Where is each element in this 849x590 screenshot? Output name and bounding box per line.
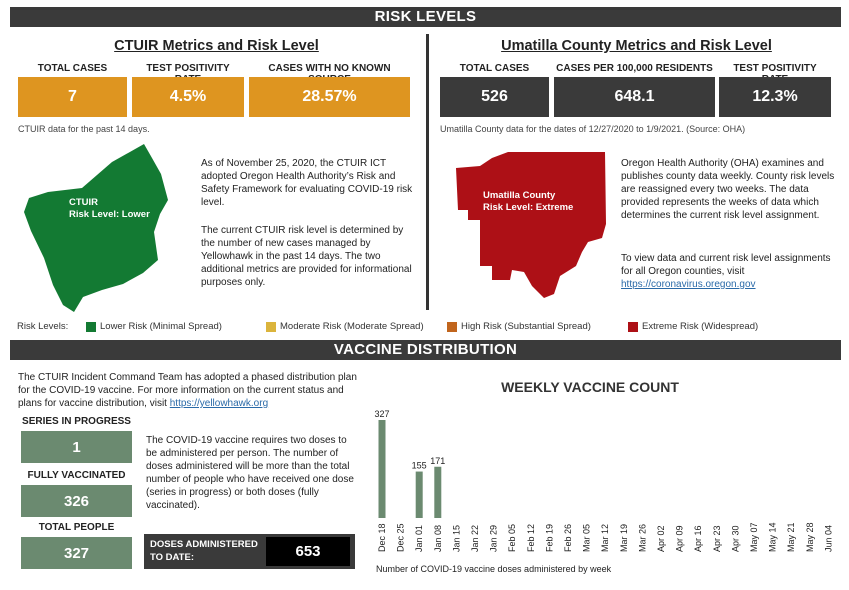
umatilla-total-cases-label: TOTAL CASES xyxy=(459,63,530,74)
ctuir-no-source-label: CASES WITH NO KNOWN xyxy=(268,63,391,74)
bar-dec-18[interactable] xyxy=(379,420,386,518)
x-tick-label: Feb 19 xyxy=(544,523,555,552)
x-tick-label: Dec 18 xyxy=(377,523,387,552)
bar-value-label: 171 xyxy=(430,455,446,466)
ctuir-map-label-risk: Risk Level: Lower xyxy=(69,209,150,220)
ctuir-note: CTUIR data for the past 14 days. xyxy=(18,124,150,134)
ctuir-no-source-value: 28.57% xyxy=(249,77,410,117)
bar-value-label: 327 xyxy=(374,409,390,419)
doses-administered-value: 653 xyxy=(266,537,350,566)
x-tick-label: Apr 02 xyxy=(656,525,666,552)
x-tick-label: May 28 xyxy=(804,522,815,552)
doses-administered-box xyxy=(144,534,355,569)
legend-item-moderate xyxy=(266,321,424,332)
fully-vaccinated-label: FULLY VACCINATED xyxy=(27,470,126,481)
legend-label-extreme: Extreme Risk (Widespread) xyxy=(642,321,759,332)
umatilla-paragraph-2 xyxy=(621,252,836,291)
umatilla-map-label-name: Umatilla County xyxy=(483,190,556,201)
vaccine-intro xyxy=(18,371,363,410)
ctuir-total-cases-label: TOTAL CASES xyxy=(37,63,108,74)
ctuir-positivity-value: 4.5% xyxy=(132,77,244,117)
umatilla-map-label xyxy=(483,190,573,214)
chart-caption: Number of COVID-19 vaccine doses administered by week xyxy=(376,564,612,574)
x-tick-label: Mar 12 xyxy=(600,523,611,552)
doses-label-line-1: DOSES ADMINISTERED xyxy=(150,539,258,550)
total-people-label: TOTAL PEOPLE xyxy=(38,522,115,533)
ctuir-map xyxy=(20,140,200,315)
oregon-link[interactable]: https://coronavirus.oregon.gov xyxy=(621,279,756,290)
ctuir-total-cases-value: 7 xyxy=(18,77,127,117)
x-tick-label: Mar 05 xyxy=(581,523,592,552)
x-tick-label: Jan 29 xyxy=(488,524,499,552)
bar-jan-01[interactable] xyxy=(416,472,423,518)
legend-swatch-extreme xyxy=(628,322,638,332)
ctuir-map-label-name: CTUIR xyxy=(69,197,99,208)
doses-administered-label xyxy=(150,538,258,564)
x-tick-label: Apr 23 xyxy=(711,525,722,552)
x-tick-label: Apr 16 xyxy=(693,525,704,552)
x-tick-label: May 21 xyxy=(786,522,797,552)
ctuir-paragraph-2: The current CTUIR risk level is determined by the number of new cases managed by Yellowhawk in the past 14 days. The two additional metrics are provided for informational purposes only. xyxy=(201,225,412,288)
umatilla-total-cases-value: 526 xyxy=(440,77,549,117)
legend-swatch-high xyxy=(447,322,457,332)
umatilla-positivity-label: TEST POSITIVITY xyxy=(733,63,817,74)
fully-vaccinated-value: 326 xyxy=(21,485,132,517)
series-in-progress-value: 1 xyxy=(21,431,132,463)
legend-title: Risk Levels: xyxy=(17,321,69,332)
umatilla-positivity-value: 12.3% xyxy=(719,77,831,117)
x-tick-label: Jan 08 xyxy=(432,524,443,552)
legend-label-lower: Lower Risk (Minimal Spread) xyxy=(100,321,222,332)
umatilla-note: Umatilla County data for the dates of 12/27/2020 to 1/9/2021. (Source: OHA) xyxy=(440,124,746,134)
series-in-progress-label: SERIES IN PROGRESS xyxy=(22,416,131,427)
x-tick-label: Mar 26 xyxy=(637,523,648,552)
x-tick-label: May 07 xyxy=(749,522,759,552)
x-tick-label: Feb 12 xyxy=(525,523,536,552)
x-tick-label: Mar 19 xyxy=(618,523,629,552)
total-people-value: 327 xyxy=(21,537,132,569)
x-tick-label: Jan 22 xyxy=(470,524,480,552)
x-tick-label: Feb 26 xyxy=(563,523,573,552)
x-tick-label: Apr 30 xyxy=(730,525,741,552)
umatilla-paragraph-2-text: To view data and current risk level assignments for all Oregon counties, visit xyxy=(621,253,831,277)
yellowhawk-link[interactable]: https://yellowhawk.org xyxy=(169,398,269,409)
legend-item-extreme xyxy=(628,321,758,332)
legend-label-moderate: Moderate Risk (Moderate Spread) xyxy=(280,321,424,332)
ctuir-title: CTUIR Metrics and Risk Level xyxy=(114,38,319,54)
umatilla-paragraph-1: Oregon Health Authority (OHA) examines and publishes county data weekly. County risk levels are reassigned every two weeks. The data provided represents the weeks of data which determines the current risk level assignment. xyxy=(621,158,835,221)
legend-item-lower xyxy=(86,321,222,332)
vaccine-intro-text: The CTUIR Incident Command Team has adopted a phased distribution plan for the COVID-19 vaccine. For more information on the current status and plans for vaccine distribution, visit xyxy=(18,372,357,409)
vaccine-explain: The COVID-19 vaccine requires two doses to be administered per person. The number of doses administered will be more than the total number of people who have received one dose (series in progress) or both doses (fully vaccinated). xyxy=(146,435,354,511)
umatilla-map xyxy=(452,148,612,308)
legend-swatch-lower xyxy=(86,322,96,332)
x-tick-label: May 14 xyxy=(767,522,778,552)
umatilla-per100k-value: 648.1 xyxy=(554,77,715,117)
x-tick-label: Apr 09 xyxy=(674,525,685,552)
legend-swatch-moderate xyxy=(266,322,276,332)
ctuir-map-label xyxy=(69,197,150,221)
bar-value-label: 155 xyxy=(411,460,427,471)
doses-label-line-2: TO DATE: xyxy=(150,552,194,563)
x-tick-label: Jun 04 xyxy=(823,524,834,552)
weekly-vaccine-chart xyxy=(360,400,840,562)
x-tick-label: Jan 01 xyxy=(414,524,425,552)
bar-jan-08[interactable] xyxy=(434,467,441,518)
x-tick-label: Dec 25 xyxy=(395,523,406,552)
umatilla-map-label-risk: Risk Level: Extreme xyxy=(483,202,574,213)
ctuir-paragraph-1: As of November 25, 2020, the CTUIR ICT adopted Oregon Health Authority’s Risk and Safety Framework for evaluating COVID-19 risk level. xyxy=(201,158,413,208)
risk-levels-banner: RISK LEVELS xyxy=(10,7,841,27)
x-tick-label: Feb 05 xyxy=(507,523,518,552)
section-divider xyxy=(426,34,429,310)
vaccine-banner: VACCINE DISTRIBUTION xyxy=(10,340,841,360)
legend-label-high: High Risk (Substantial Spread) xyxy=(461,321,591,332)
ctuir-positivity-label: TEST POSITIVITY xyxy=(146,63,230,74)
x-tick-label: Jan 15 xyxy=(451,524,462,552)
umatilla-per100k-label: CASES PER 100,000 RESIDENTS xyxy=(556,63,713,74)
legend-item-high xyxy=(447,321,591,332)
chart-title: WEEKLY VACCINE COUNT xyxy=(501,379,679,395)
umatilla-title: Umatilla County Metrics and Risk Level xyxy=(501,38,772,54)
